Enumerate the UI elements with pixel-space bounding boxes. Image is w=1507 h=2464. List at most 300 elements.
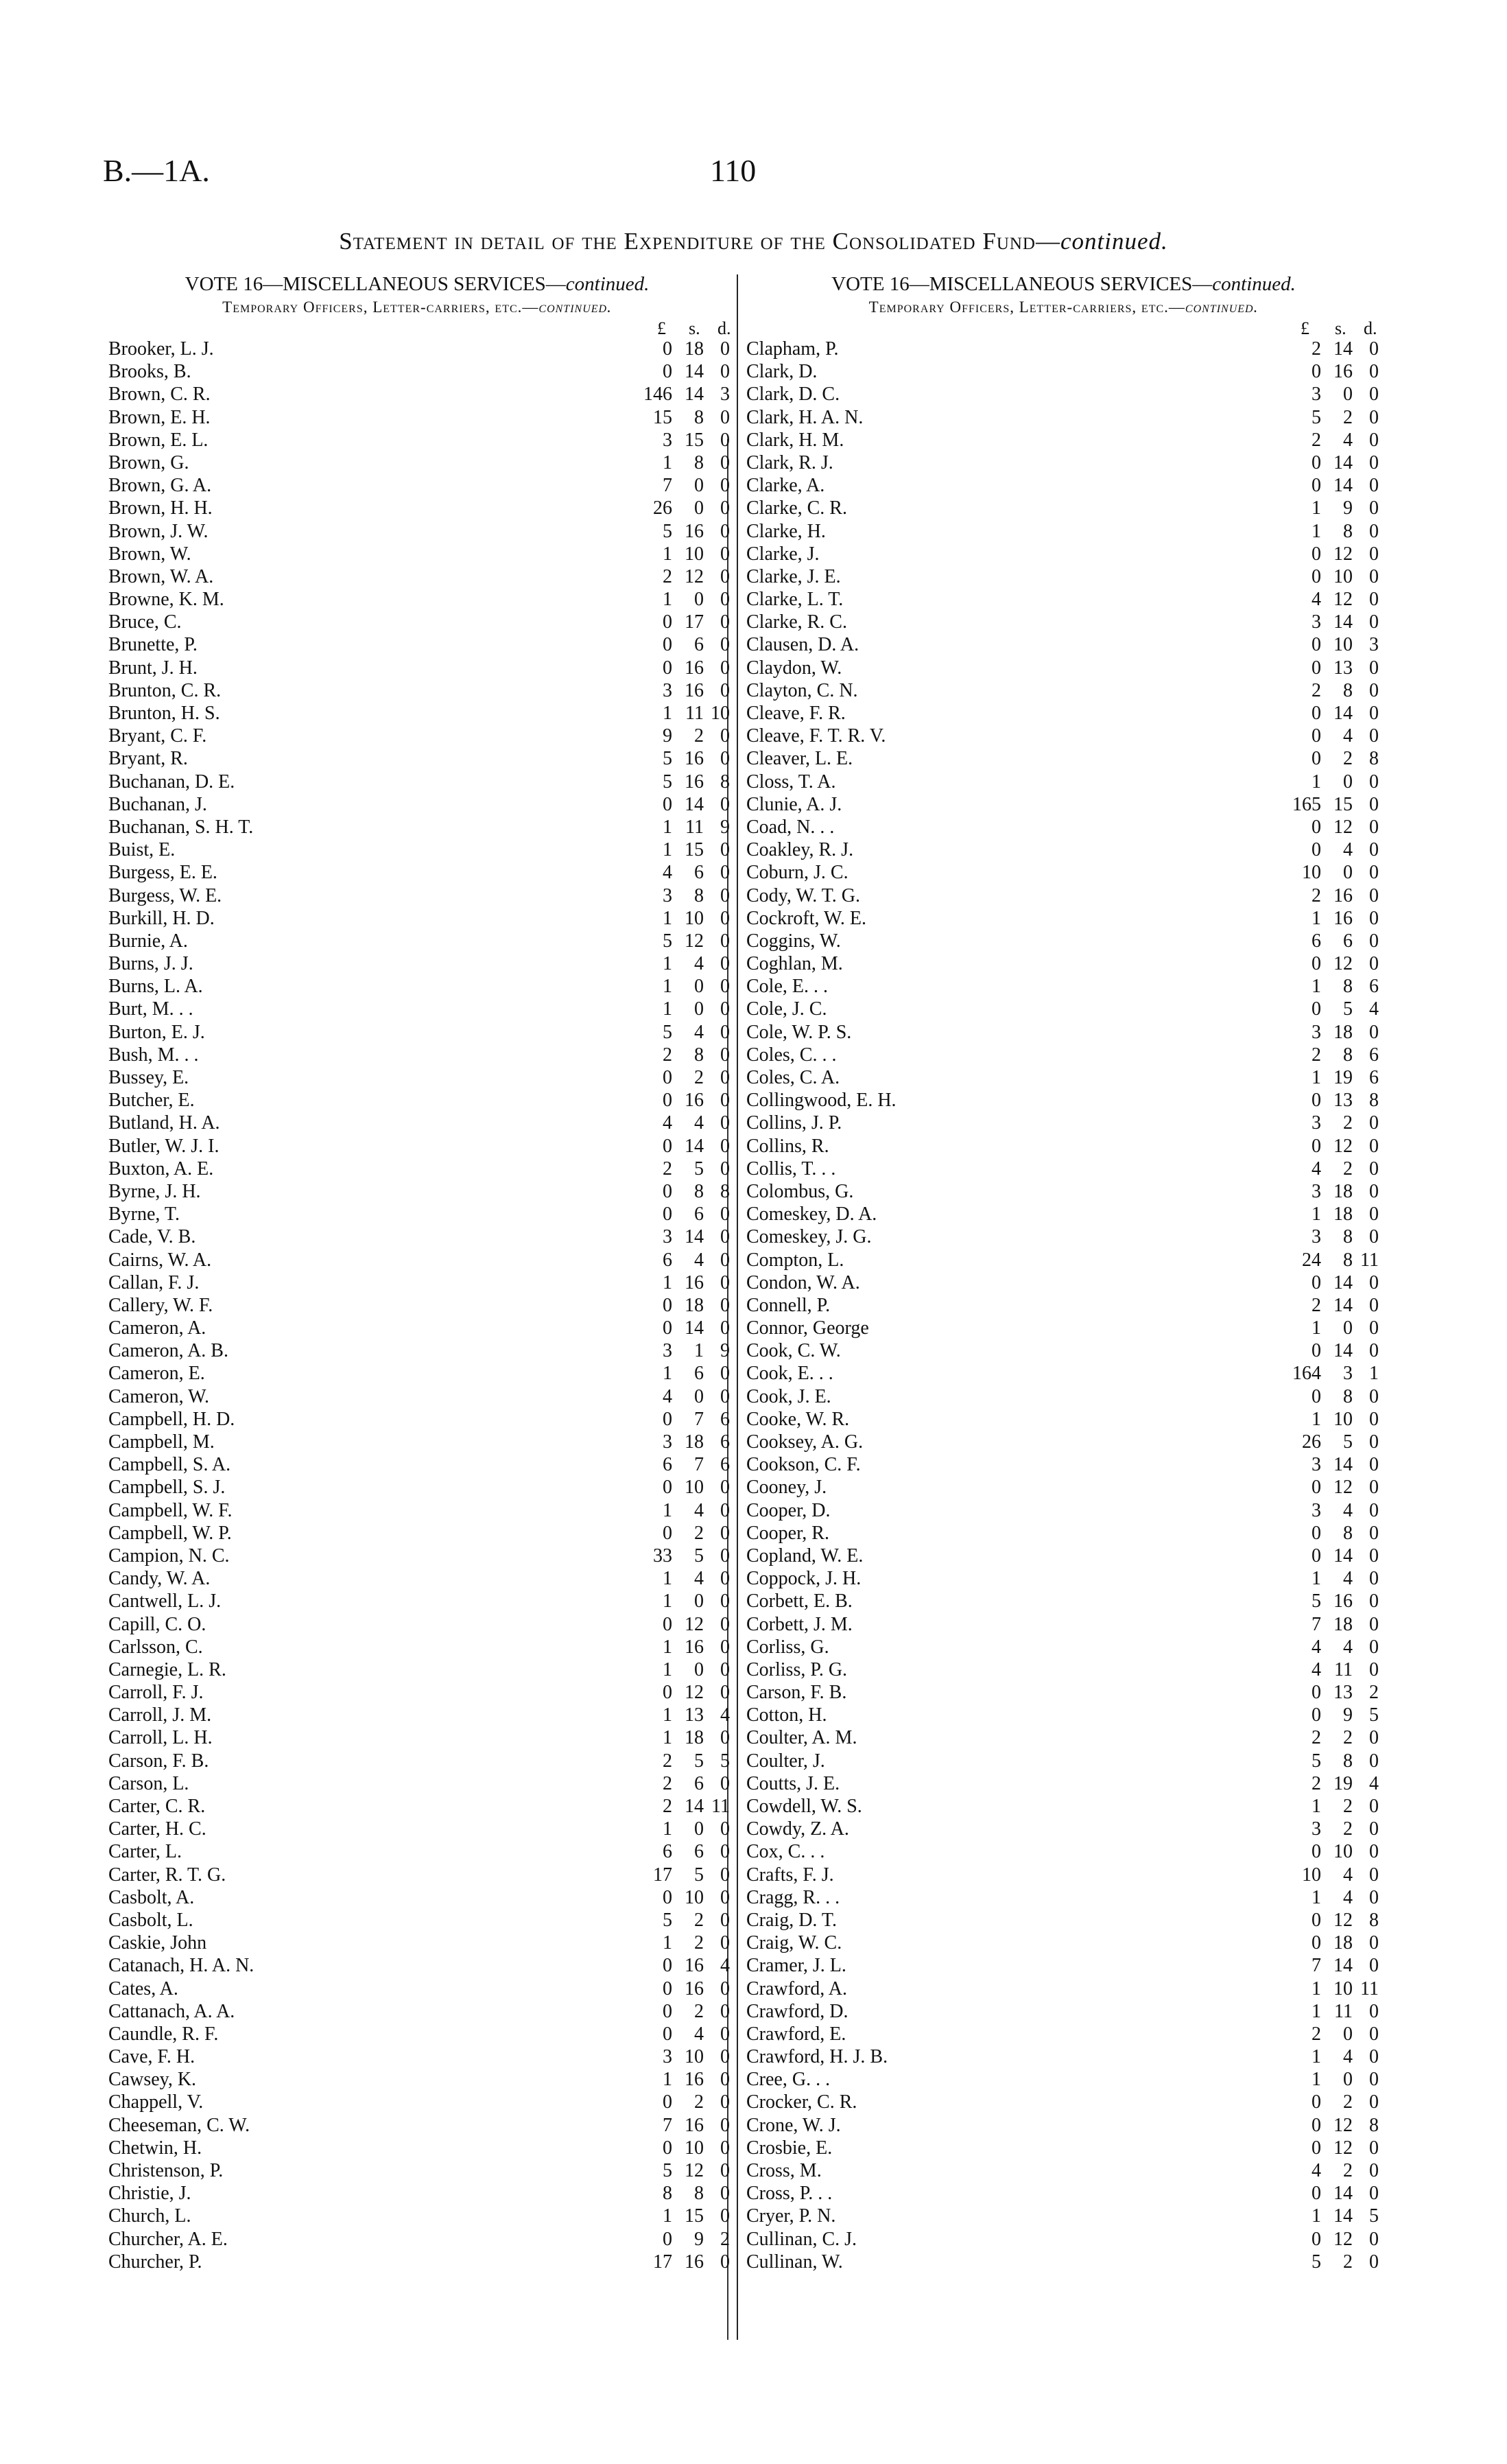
amount-pounds: 0 (663, 1522, 672, 1544)
entry-row (108, 1681, 730, 1704)
amount-shillings: 4 (1343, 1499, 1353, 1521)
amount-pounds: 5 (663, 748, 672, 770)
payee-name: Corbett, J. M. (746, 1613, 853, 1635)
payee-name: Connor, George (746, 1317, 869, 1339)
amount-pounds: 7 (1312, 1613, 1321, 1635)
payee-name: Brown, W. A. (108, 565, 214, 587)
entry-row (108, 952, 730, 975)
amount-pounds: 5 (1312, 1591, 1321, 1612)
entry-row (108, 1886, 730, 1909)
amount-pence: 11 (711, 1796, 730, 1817)
amount-pounds: 0 (1312, 2137, 1321, 2159)
amount-pounds: 1 (1312, 771, 1321, 793)
payee-name: Campbell, S. A. (108, 1454, 231, 1476)
payee-name: Carnegie, L. R. (108, 1658, 226, 1680)
entry-row (746, 702, 1381, 725)
amount-shillings: 2 (1343, 1158, 1353, 1180)
amount-shillings: 7 (694, 1408, 704, 1430)
amount-pounds: 1 (663, 1499, 672, 1521)
amount-shillings: 4 (694, 1249, 704, 1271)
right-vote-continued: continued. (1212, 273, 1296, 295)
amount-pence: 0 (720, 406, 730, 428)
amount-pounds: 7 (1312, 1955, 1321, 1977)
amount-pence: 0 (1369, 2228, 1379, 2250)
amount-pence: 0 (1369, 1886, 1379, 1908)
amount-pence: 0 (1369, 1477, 1379, 1499)
amount-pence: 0 (720, 1613, 730, 1635)
amount-pounds: 24 (1302, 1249, 1321, 1271)
amount-pounds: 0 (663, 1204, 672, 1225)
amount-pounds: 5 (663, 771, 672, 793)
amount-shillings: 2 (1343, 406, 1353, 428)
payee-name: Cameron, A. B. (108, 1340, 228, 1362)
amount-shillings: 10 (1333, 1841, 1353, 1863)
amount-shillings: 7 (694, 1454, 704, 1476)
amount-pence: 0 (720, 725, 730, 747)
amount-pounds: 0 (1312, 2183, 1321, 2205)
amount-pounds: 6 (1312, 930, 1321, 952)
entry-row (746, 1089, 1381, 1112)
amount-shillings: 14 (1333, 451, 1353, 473)
amount-pence: 0 (720, 565, 730, 587)
amount-shillings: 0 (1343, 2069, 1353, 2091)
amount-pounds: 9 (663, 725, 672, 747)
amount-pounds: 0 (1312, 451, 1321, 473)
amount-pounds: 1 (1312, 976, 1321, 998)
amount-pence: 8 (1369, 1909, 1379, 1931)
amount-pounds: 5 (663, 1909, 672, 1931)
payee-name: Connell, P. (746, 1294, 831, 1316)
entry-row (108, 406, 730, 429)
amount-shillings: 11 (1334, 2000, 1353, 2022)
amount-pounds: 0 (1312, 475, 1321, 497)
payee-name: Buchanan, S. H. T. (108, 816, 254, 838)
entry-row (746, 907, 1381, 930)
amount-pence: 0 (1369, 1271, 1379, 1293)
amount-pence: 0 (1369, 1340, 1379, 1362)
amount-pence: 0 (1369, 1750, 1379, 1772)
payee-name: Coulter, A. M. (746, 1727, 857, 1749)
entry-row (108, 747, 730, 770)
payee-name: Craig, W. C. (746, 1932, 842, 1954)
amount-pence: 5 (1369, 2205, 1379, 2227)
amount-pounds: 0 (663, 1955, 672, 1977)
amount-shillings: 12 (1333, 1909, 1353, 1931)
amount-pounds: 0 (663, 361, 672, 383)
payee-name: Byrne, J. H. (108, 1180, 201, 1202)
amount-pence: 0 (1369, 406, 1379, 428)
amount-shillings: 6 (694, 634, 704, 656)
amount-pounds: 1 (1312, 1204, 1321, 1225)
amount-shillings: 11 (1334, 1658, 1353, 1680)
amount-pounds: 0 (1312, 1385, 1321, 1407)
amount-pence: 0 (720, 679, 730, 701)
entry-row (108, 1066, 730, 1089)
amount-shillings: 0 (694, 475, 704, 497)
amount-shillings: 10 (685, 2137, 704, 2159)
amount-pence: 0 (1369, 679, 1379, 701)
amount-pounds: 2 (1312, 429, 1321, 451)
payee-name: Cleave, F. R. (746, 703, 846, 724)
amount-shillings: 0 (1343, 862, 1353, 884)
entry-row (746, 565, 1381, 588)
entry-row (746, 1294, 1381, 1317)
pence-header: d. (1364, 318, 1377, 338)
amount-pounds: 1 (1312, 1796, 1321, 1817)
payee-name: Clarke, A. (746, 475, 825, 497)
amount-pounds: 0 (1312, 998, 1321, 1020)
amount-pounds: 0 (1312, 1477, 1321, 1499)
amount-pence: 4 (720, 1704, 730, 1726)
amount-pence: 0 (720, 589, 730, 611)
amount-shillings: 4 (1343, 1864, 1353, 1886)
payee-name: Carson, F. B. (746, 1682, 847, 1704)
payee-name: Carter, H. C. (108, 1818, 206, 1840)
amount-pounds: 0 (1312, 1340, 1321, 1362)
entry-row (108, 1339, 730, 1362)
amount-pounds: 3 (663, 679, 672, 701)
entry-row (746, 793, 1381, 816)
amount-pence: 0 (720, 1978, 730, 1999)
right-column (746, 272, 1381, 2273)
amount-pounds: 0 (1312, 2228, 1321, 2250)
amount-pounds: 3 (1312, 384, 1321, 406)
amount-pence: 0 (720, 634, 730, 656)
payee-name: Carter, R. T. G. (108, 1864, 226, 1886)
amount-pence: 2 (720, 2228, 730, 2250)
amount-pounds: 0 (1312, 2091, 1321, 2113)
payee-name: Cleaver, L. E. (746, 748, 853, 770)
amount-pounds: 4 (663, 862, 672, 884)
amount-pence: 0 (720, 451, 730, 473)
amount-pence: 0 (1369, 703, 1379, 724)
amount-pounds: 5 (663, 2160, 672, 2181)
entry-row (108, 1317, 730, 1339)
entry-row (746, 2000, 1381, 2023)
amount-pounds: 0 (663, 1067, 672, 1088)
amount-pounds: 6 (663, 1841, 672, 1863)
payee-name: Carlsson, C. (108, 1636, 203, 1658)
entry-row (746, 360, 1381, 383)
entry-row (108, 520, 730, 543)
right-entries-list (746, 338, 1381, 2273)
amount-pence: 0 (720, 1909, 730, 1931)
amount-pounds: 4 (1312, 1158, 1321, 1180)
payee-name: Brunette, P. (108, 634, 198, 656)
entry-row (746, 657, 1381, 679)
amount-pence: 0 (1369, 2046, 1379, 2068)
payee-name: Burns, J. J. (108, 953, 193, 975)
shillings-header: s. (1335, 318, 1346, 338)
amount-shillings: 4 (1343, 429, 1353, 451)
amount-pounds: 1 (663, 816, 672, 838)
payee-name: Corliss, P. G. (746, 1658, 848, 1680)
payee-name: Crawford, D. (746, 2000, 849, 2022)
payee-name: Coggins, W. (746, 930, 841, 952)
amount-pounds: 0 (663, 793, 672, 815)
amount-pounds: 1 (1312, 2069, 1321, 2091)
amount-pounds: 6 (663, 1249, 672, 1271)
amount-pounds: 0 (1312, 543, 1321, 565)
payee-name: Coles, C. A. (746, 1067, 840, 1088)
amount-pence: 0 (720, 1249, 730, 1271)
entry-row (108, 1704, 730, 1726)
amount-pounds: 5 (1312, 406, 1321, 428)
amount-shillings: 6 (1343, 930, 1353, 952)
amount-shillings: 9 (1343, 497, 1353, 519)
payee-name: Burgess, W. E. (108, 884, 222, 906)
entry-row (108, 543, 730, 565)
entry-row (746, 1636, 1381, 1658)
entry-row (108, 1225, 730, 1248)
amount-pence: 0 (1369, 884, 1379, 906)
payee-name: Coburn, J. C. (746, 862, 849, 884)
payee-name: Casbolt, A. (108, 1886, 195, 1908)
entry-row (746, 1909, 1381, 1932)
entry-row (108, 702, 730, 725)
payee-name: Cowdell, W. S. (746, 1796, 862, 1817)
payee-name: Brown, G. (108, 451, 189, 473)
payee-name: Coad, N. . . (746, 816, 835, 838)
amount-shillings: 3 (1343, 1363, 1353, 1385)
right-money-headers (746, 318, 1381, 338)
amount-pounds: 2 (663, 1750, 672, 1772)
amount-pence: 0 (1369, 907, 1379, 929)
entry-row (108, 1135, 730, 1158)
payee-name: Burt, M. . . (108, 998, 193, 1020)
amount-pence: 6 (1369, 976, 1379, 998)
amount-shillings: 14 (1333, 1340, 1353, 1362)
amount-shillings: 14 (685, 1226, 704, 1248)
statement-title (0, 228, 1507, 255)
amount-shillings: 0 (694, 1818, 704, 1840)
entry-row (108, 793, 730, 816)
amount-shillings: 6 (694, 862, 704, 884)
amount-pence: 0 (1369, 1864, 1379, 1886)
entry-row (746, 1840, 1381, 1863)
amount-pounds: 5 (663, 520, 672, 542)
amount-shillings: 0 (694, 589, 704, 611)
amount-pounds: 1 (1312, 1067, 1321, 1088)
amount-shillings: 12 (1333, 816, 1353, 838)
entry-row (746, 1590, 1381, 1612)
amount-shillings: 16 (1333, 907, 1353, 929)
amount-shillings: 8 (1343, 1044, 1353, 1066)
amount-shillings: 6 (694, 1204, 704, 1225)
amount-shillings: 2 (1343, 1796, 1353, 1817)
payee-name: Cowdy, Z. A. (746, 1818, 849, 1840)
amount-pounds: 3 (1312, 1180, 1321, 1202)
pounds-header: £ (657, 318, 666, 338)
payee-name: Cullinan, C. J. (746, 2228, 857, 2250)
entry-row (746, 884, 1381, 907)
amount-shillings: 6 (694, 1363, 704, 1385)
amount-pence: 0 (1369, 1568, 1379, 1590)
payee-name: Collingwood, E. H. (746, 1090, 897, 1112)
amount-pounds: 0 (1312, 2114, 1321, 2136)
payee-name: Carter, C. R. (108, 1796, 206, 1817)
amount-shillings: 12 (685, 1682, 704, 1704)
payee-name: Carroll, J. M. (108, 1704, 212, 1726)
payee-name: Church, L. (108, 2205, 191, 2227)
amount-pence: 0 (720, 497, 730, 519)
entry-row (108, 2068, 730, 2091)
amount-pence: 3 (720, 384, 730, 406)
entry-row (108, 1613, 730, 1636)
payee-name: Burns, L. A. (108, 976, 203, 998)
payee-name: Christie, J. (108, 2183, 191, 2205)
amount-shillings: 8 (694, 406, 704, 428)
entry-row (746, 1044, 1381, 1066)
amount-shillings: 10 (1333, 1978, 1353, 1999)
payee-name: Clark, H. A. N. (746, 406, 864, 428)
amount-pounds: 17 (653, 2251, 672, 2273)
shillings-header: s. (689, 318, 700, 338)
entry-row (108, 1545, 730, 1567)
amount-pounds: 0 (663, 634, 672, 656)
amount-pence: 0 (720, 1522, 730, 1544)
amount-pence: 3 (1369, 634, 1379, 656)
amount-pence: 0 (1369, 771, 1379, 793)
amount-shillings: 8 (694, 884, 704, 906)
amount-pounds: 1 (1312, 2205, 1321, 2227)
amount-pence: 0 (1369, 1545, 1379, 1567)
payee-name: Buchanan, J. (108, 793, 207, 815)
amount-pounds: 0 (663, 2023, 672, 2045)
entry-row (746, 1795, 1381, 1818)
amount-pence: 0 (720, 1294, 730, 1316)
payee-name: Carter, L. (108, 1841, 182, 1863)
payee-name: Brown, G. A. (108, 475, 212, 497)
amount-shillings: 16 (685, 1978, 704, 1999)
entry-row (746, 861, 1381, 884)
amount-shillings: 2 (694, 1932, 704, 1954)
amount-pence: 0 (720, 429, 730, 451)
amount-shillings: 4 (1343, 1568, 1353, 1590)
amount-shillings: 18 (1333, 1204, 1353, 1225)
entry-row (746, 2023, 1381, 2045)
entry-row (108, 1909, 730, 1932)
payee-name: Browne, K. M. (108, 589, 224, 611)
entry-row (746, 611, 1381, 633)
payee-name: Corbett, E. B. (746, 1591, 853, 1612)
entry-row (746, 1112, 1381, 1134)
amount-pounds: 1 (663, 953, 672, 975)
entry-row (108, 1840, 730, 1863)
amount-pence: 0 (720, 1044, 730, 1066)
amount-shillings: 14 (1333, 1271, 1353, 1293)
amount-shillings: 14 (1333, 611, 1353, 633)
amount-shillings: 0 (1343, 771, 1353, 793)
amount-pence: 0 (720, 930, 730, 952)
amount-pence: 0 (720, 1112, 730, 1134)
payee-name: Cleave, F. T. R. V. (746, 725, 886, 747)
amount-shillings: 12 (1333, 953, 1353, 975)
amount-shillings: 12 (1333, 2228, 1353, 2250)
entry-row (108, 2228, 730, 2251)
amount-pence: 0 (1369, 520, 1379, 542)
amount-pounds: 0 (663, 611, 672, 633)
amount-pounds: 0 (1312, 634, 1321, 656)
entry-row (108, 1590, 730, 1612)
payee-name: Campbell, W. F. (108, 1499, 233, 1521)
payee-name: Cattanach, A. A. (108, 2000, 235, 2022)
amount-shillings: 13 (1333, 657, 1353, 679)
payee-name: Burkill, H. D. (108, 907, 215, 929)
amount-pounds: 164 (1292, 1363, 1321, 1385)
amount-pence: 0 (1369, 611, 1379, 633)
amount-shillings: 0 (694, 976, 704, 998)
payee-name: Comeskey, J. G. (746, 1226, 872, 1248)
left-entries-list (108, 338, 730, 2273)
amount-pounds: 1 (1312, 1408, 1321, 1430)
amount-pounds: 3 (1312, 1818, 1321, 1840)
payee-name: Cade, V. B. (108, 1226, 196, 1248)
payee-name: Churcher, P. (108, 2251, 202, 2273)
amount-pounds: 1 (1312, 1978, 1321, 1999)
amount-pence: 0 (1369, 657, 1379, 679)
amount-pounds: 0 (663, 2228, 672, 2250)
amount-pence: 6 (720, 1454, 730, 1476)
amount-pence: 0 (720, 953, 730, 975)
payee-name: Brown, J. W. (108, 520, 209, 542)
amount-pounds: 0 (1312, 1522, 1321, 1544)
amount-pounds: 1 (663, 1636, 672, 1658)
amount-pounds: 1 (663, 1271, 672, 1293)
amount-shillings: 8 (694, 451, 704, 473)
amount-pence: 0 (720, 2069, 730, 2091)
amount-shillings: 10 (1333, 634, 1353, 656)
amount-shillings: 16 (685, 1271, 704, 1293)
entry-row (108, 2091, 730, 2113)
entry-row (108, 338, 730, 360)
entry-row (746, 1658, 1381, 1681)
amount-shillings: 14 (1333, 2205, 1353, 2227)
amount-pence: 0 (720, 1363, 730, 1385)
entry-row (108, 679, 730, 702)
amount-pounds: 0 (663, 1294, 672, 1316)
amount-pounds: 1 (663, 1363, 672, 1385)
amount-pounds: 0 (1312, 703, 1321, 724)
payee-name: Cameron, A. (108, 1317, 206, 1339)
amount-pounds: 2 (663, 1158, 672, 1180)
amount-pence: 0 (720, 1204, 730, 1225)
amount-pounds: 1 (663, 998, 672, 1020)
amount-pounds: 1 (663, 839, 672, 861)
entry-row (746, 1135, 1381, 1158)
entry-row (108, 1954, 730, 1977)
amount-pence: 0 (1369, 384, 1379, 406)
amount-shillings: 14 (685, 793, 704, 815)
amount-pounds: 0 (1312, 748, 1321, 770)
payee-name: Condon, W. A. (746, 1271, 860, 1293)
amount-shillings: 18 (685, 1294, 704, 1316)
amount-pence: 0 (1369, 725, 1379, 747)
amount-shillings: 18 (685, 338, 704, 360)
amount-shillings: 4 (694, 2023, 704, 2045)
payee-name: Bussey, E. (108, 1067, 189, 1088)
amount-pence: 0 (1369, 2183, 1379, 2205)
left-subtitle-continued: continued. (538, 298, 612, 316)
entry-row (108, 998, 730, 1020)
payee-name: Butcher, E. (108, 1090, 195, 1112)
entry-row (746, 1772, 1381, 1795)
amount-pence: 4 (1369, 998, 1379, 1020)
amount-shillings: 4 (1343, 1886, 1353, 1908)
entry-row (746, 952, 1381, 975)
amount-pence: 0 (1369, 2091, 1379, 2113)
payee-name: Collins, J. P. (746, 1112, 842, 1134)
